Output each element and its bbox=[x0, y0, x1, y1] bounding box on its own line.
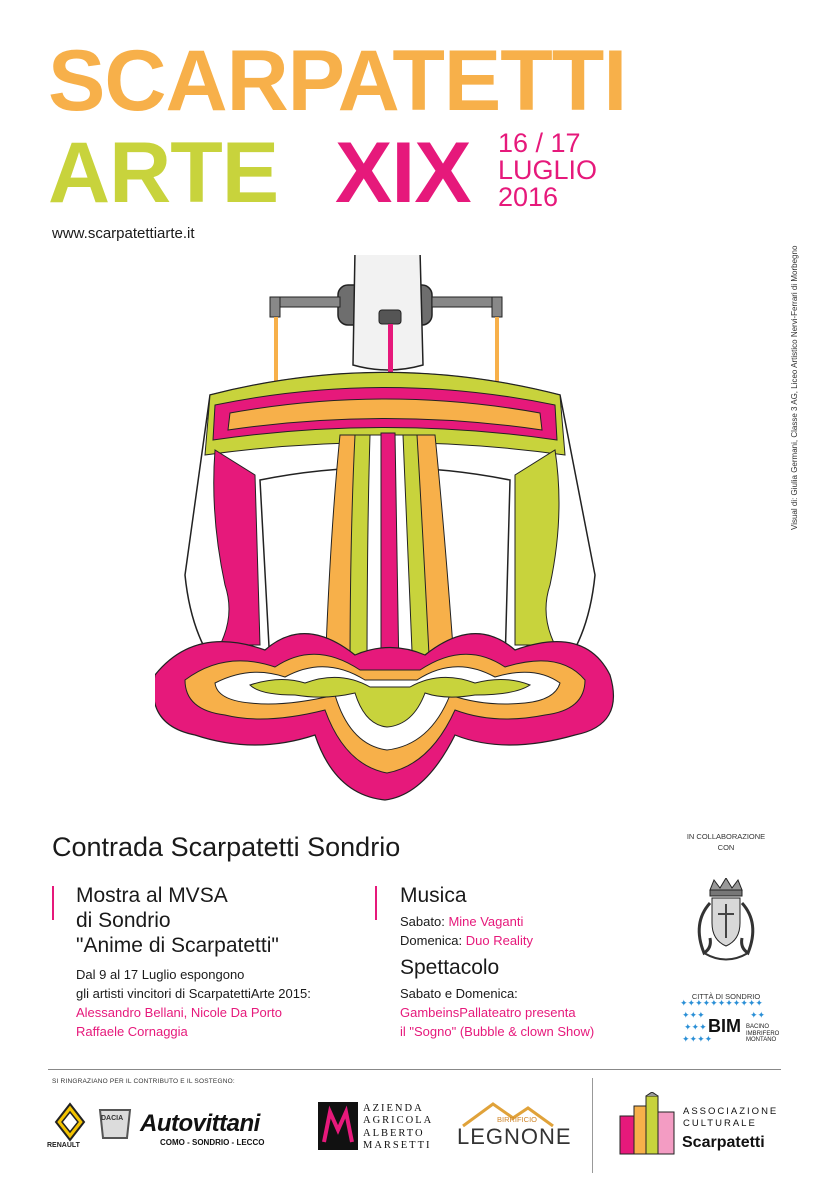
marsetti-text bbox=[363, 1103, 433, 1153]
edition-number: XIX bbox=[335, 125, 471, 221]
association-name: Scarpatetti bbox=[682, 1134, 765, 1151]
exhibition-heading-3: "Anime di Scarpatetti" bbox=[76, 933, 279, 957]
association-line-1: ASSOCIAZIONE bbox=[683, 1106, 779, 1117]
marsetti-line-4: MARSETTI bbox=[363, 1140, 432, 1152]
bim-sub-3: MONTANO bbox=[746, 1037, 777, 1044]
dacia-logo-icon bbox=[95, 1106, 135, 1142]
svg-text:✦✦✦: ✦✦✦ bbox=[684, 1023, 707, 1033]
music-heading: Musica bbox=[400, 884, 467, 907]
marsetti-line-3: ALBERTO bbox=[363, 1127, 425, 1139]
section-accent-bar bbox=[375, 886, 377, 920]
birrificio-label: BIRRIFICIO bbox=[497, 1115, 538, 1124]
autovittani-cities: COMO - SONDRIO - LECCO bbox=[160, 1138, 265, 1147]
exhibition-heading-2: di Sondrio bbox=[76, 908, 171, 932]
bim-sub-2: IMBRIFERO bbox=[746, 1030, 780, 1037]
svg-text:✦✦✦✦✦✦✦✦✦✦✦: ✦✦✦✦✦✦✦✦✦✦✦ bbox=[680, 999, 763, 1009]
artwork-credit-text: Visual di: Giulia Germani, Classe 3 AG, Liceo Artistico Nervi-Ferrari di Morbegno bbox=[790, 245, 799, 530]
svg-text:✦✦✦: ✦✦✦ bbox=[682, 1011, 705, 1021]
exhibition-text-2: gli artisti vincitori di ScarpatettiArte 2015: bbox=[76, 986, 311, 1002]
renault-label: RENAULT bbox=[47, 1142, 80, 1149]
association-line-2: CULTURALE bbox=[683, 1117, 757, 1129]
event-year: 2016 bbox=[498, 182, 559, 212]
svg-text:✦✦: ✦✦ bbox=[750, 1011, 766, 1021]
event-month: LUGLIO bbox=[498, 155, 598, 185]
renault-logo-icon bbox=[50, 1102, 90, 1146]
show-days: Sabato e Domenica: bbox=[400, 986, 518, 1002]
show-title-2: il "Sogno" (Bubble & clown Show) bbox=[400, 1023, 595, 1039]
music-day: Domenica: bbox=[400, 932, 466, 948]
exhibition-heading-1: Mostra al MVSA bbox=[76, 884, 228, 907]
sondrio-coat-of-arms-icon bbox=[690, 878, 762, 988]
bim-logo-text: BIM bbox=[708, 1016, 741, 1036]
poster-title-line1: SCARPATETTI bbox=[48, 33, 627, 129]
collaboration-label-1: IN COLLABORAZIONE bbox=[686, 832, 766, 841]
music-artist: Duo Reality bbox=[465, 932, 533, 948]
event-dates: 16 / 17 bbox=[498, 128, 581, 158]
music-day: Sabato: bbox=[400, 913, 449, 929]
music-row-saturday bbox=[400, 913, 594, 932]
association-text bbox=[683, 1106, 778, 1130]
city-name-label: CITTÀ DI SONDRIO bbox=[691, 992, 761, 1001]
svg-text:✦✦✦✦: ✦✦✦✦ bbox=[682, 1035, 713, 1045]
sponsors-thanks-label: SI RINGRAZIANO PER IL CONTRIBUTO E IL SOSTEGNO: bbox=[52, 1078, 235, 1085]
event-venue: Contrada Scarpatetti Sondrio bbox=[52, 832, 401, 862]
exhibition-artists-2: Raffaele Cornaggia bbox=[76, 1023, 188, 1039]
bim-sub-1: BACINO bbox=[746, 1024, 770, 1030]
collaboration-label-2: CON bbox=[717, 842, 735, 852]
section-accent-bar bbox=[52, 886, 54, 920]
exhibition-text-1: Dal 9 al 17 Luglio espongono bbox=[76, 967, 245, 983]
collaboration-label bbox=[670, 832, 782, 853]
show-title-1: GambeinsPallateatro presenta bbox=[400, 1005, 576, 1021]
program-section bbox=[400, 884, 594, 1042]
music-row-sunday bbox=[400, 932, 594, 951]
music-artist: Mine Vaganti bbox=[448, 913, 524, 929]
footer-divider bbox=[48, 1069, 781, 1070]
autovittani-logo: Autovittani bbox=[140, 1110, 260, 1137]
marsetti-logo-icon bbox=[318, 1102, 358, 1150]
exhibition-artists-1: Alessandro Bellani, Nicole Da Porto bbox=[76, 1004, 282, 1020]
exhibition-section bbox=[76, 884, 311, 1042]
melting-basin-illustration bbox=[155, 255, 615, 815]
dacia-label: DACIA bbox=[101, 1115, 124, 1122]
artwork-credit bbox=[790, 245, 804, 530]
footer-vertical-divider bbox=[592, 1078, 593, 1173]
poster-title-line2: ARTE bbox=[48, 125, 279, 221]
marsetti-line-1: AZIENDA bbox=[363, 1103, 424, 1114]
website-link[interactable]: www.scarpatettiarte.it bbox=[52, 225, 195, 242]
show-heading: Spettacolo bbox=[400, 956, 500, 980]
scarpatetti-houses-icon bbox=[618, 1092, 676, 1156]
legnone-logo: LEGNONE bbox=[457, 1124, 572, 1149]
bim-logo-subtitle bbox=[746, 1024, 779, 1044]
marsetti-line-2: AGRICOLA bbox=[363, 1115, 434, 1127]
